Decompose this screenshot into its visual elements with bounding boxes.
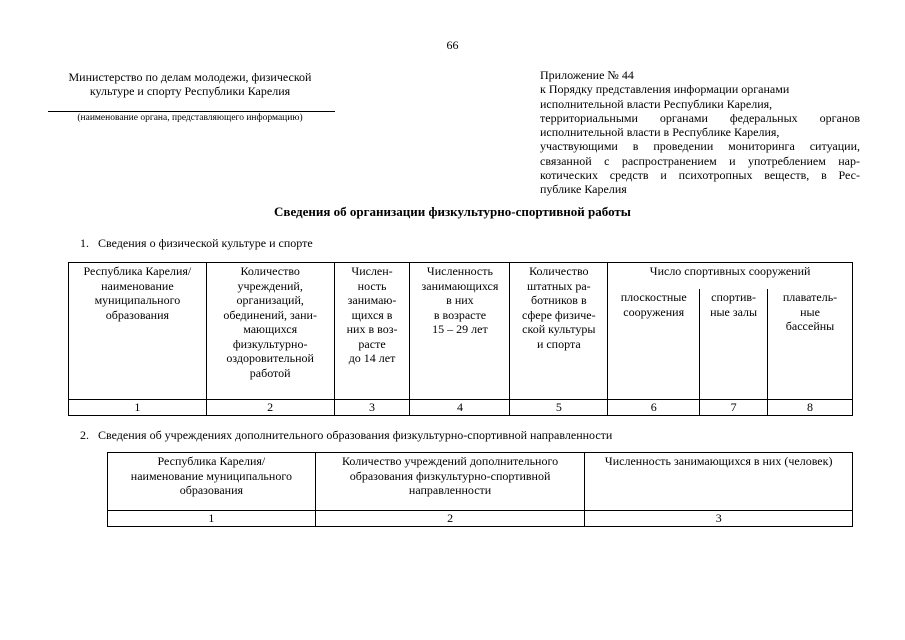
- header-cell: Республика Карелия/ наименование муниципального образования: [108, 453, 316, 511]
- column-number: 5: [510, 400, 608, 416]
- appendix-line: территориальными органами федеральных органов: [540, 110, 860, 125]
- column-number: 6: [608, 400, 700, 416]
- header-cell: Численность занимающихся в них (человек): [585, 453, 853, 511]
- ministry-caption: (наименование органа, представляющего информацию): [77, 113, 303, 123]
- appendix-line: Приложение № 44: [540, 68, 634, 82]
- column-number: 7: [700, 400, 768, 416]
- appendix-line: связанной с распространением и употреблением нар-: [540, 153, 860, 168]
- appendix-line: публике Карелия: [540, 182, 627, 197]
- column-number: 3: [334, 400, 410, 416]
- appendix-line: исполнительной власти Республики Карелия,: [540, 96, 773, 111]
- header-cell: Количество учреждений дополнительного образования физкультурно-спортивной направленности: [315, 453, 585, 511]
- appendix-line: к Порядку представления информации органами: [540, 82, 790, 97]
- document-title: Сведения об организации физкультурно-спортивной работы: [274, 204, 631, 219]
- sub-header-cell: спортив- ные залы: [700, 289, 768, 399]
- appendix-note: [540, 68, 860, 197]
- sub-header-cell: плоскостные сооружения: [608, 289, 700, 399]
- header-cell: Количество штатных ра- ботников в сфере физиче- ской культуры и спорта: [510, 263, 608, 400]
- column-number: 1: [108, 511, 316, 527]
- section-2-title: 2. Сведения об учреждениях дополнительного образования физкультурно-спортивной направленности: [80, 428, 613, 442]
- sub-header-cell: плаватель- ные бассейны: [768, 289, 853, 399]
- section-1-title: 1. Сведения о физической культуре и спорте: [80, 236, 313, 250]
- appendix-line: котических средств и психотропных веществ, в Рес-: [540, 168, 860, 183]
- column-number: 4: [410, 400, 510, 416]
- column-number: 1: [69, 400, 207, 416]
- header-cell: Республика Карелия/ наименование муниципального образования: [69, 263, 207, 400]
- sports-facilities-table: [68, 262, 853, 416]
- appendix-line: исполнительной власти в Республике Карелия,: [540, 125, 780, 140]
- ministry-name: [40, 70, 340, 98]
- page-number: 66: [446, 38, 459, 52]
- header-cell: Количество учреждений, организаций, обединений, зани- мающихся физкультурно- оздоровительной работой: [206, 263, 334, 400]
- ministry-line: Министерство по делам молодежи, физической: [68, 70, 312, 84]
- appendix-line: участвующими в проведении мониторинга ситуации,: [540, 139, 860, 154]
- ministry-line: культуре и спорту Республики Карелия: [89, 84, 291, 98]
- column-number: 8: [768, 400, 853, 416]
- header-cell: Числен- ность занимаю- щихся в них в воз- расте до 14 лет: [334, 263, 410, 400]
- column-number: 2: [206, 400, 334, 416]
- column-number: 2: [315, 511, 585, 527]
- column-number: 3: [585, 511, 853, 527]
- signature-rule: [48, 111, 335, 112]
- education-institutions-table: [107, 452, 853, 527]
- header-cell: Численность занимающихся в них в возрасте 15 – 29 лет: [410, 263, 510, 400]
- group-header-cell: Число спортивных сооружений: [608, 263, 853, 290]
